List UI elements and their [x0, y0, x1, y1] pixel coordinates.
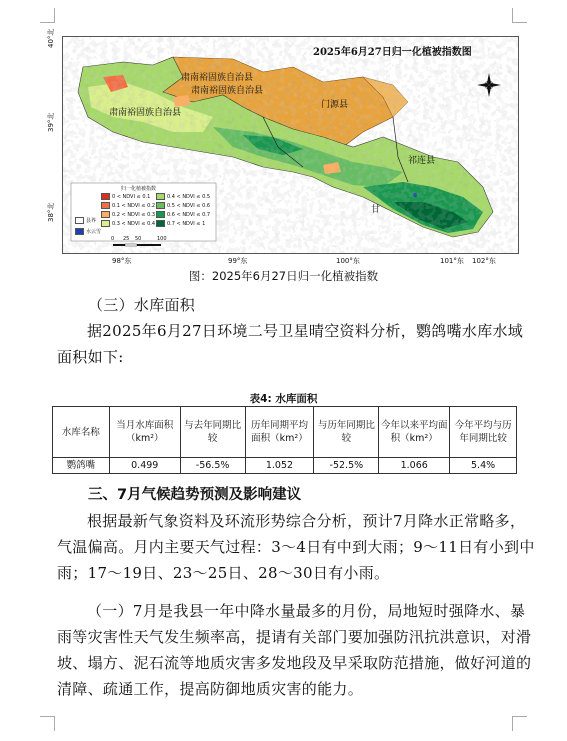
legend-swatch: [156, 202, 165, 209]
legend-entry: [101, 193, 150, 200]
legend-label: 0.4 < NDVI ≤ 0.5: [167, 193, 211, 200]
legend-entry: [101, 211, 155, 218]
legend-title: 归一化植被指数: [121, 186, 157, 192]
table-cell: 5.4%: [450, 458, 517, 474]
table-header-cell: 与历年同期比较: [314, 407, 379, 458]
legend-entry: [156, 220, 205, 227]
reservoir-area-table: [52, 406, 517, 474]
legend-swatch: [156, 211, 165, 218]
table-cell: -52.5%: [314, 458, 379, 474]
legend-swatch: [101, 220, 110, 227]
legend-entry: [156, 193, 210, 200]
longitude-label: 100°东: [336, 257, 360, 265]
legend-swatch: [156, 193, 165, 200]
legend-swatch: [75, 228, 84, 235]
longitude-label: 98°东: [112, 257, 132, 265]
legend-label: 0.6 < NDVI ≤ 0.7: [167, 211, 211, 218]
table-header-row: [53, 407, 517, 458]
section-heading: 三、7月气候趋势预测及影响建议: [88, 487, 302, 503]
section-heading: （三）水库面积: [88, 296, 196, 314]
table-header-cell: 水库名称: [53, 407, 110, 458]
body-paragraph: （一）7月是我县一年中降水量最多的月份，局地短时强降水、暴雨等灾害性天气发生频率高，提请有关部门要加强防汛抗洪意识，对滑坡、塌方、泥石流等地质灾害多发地段及早采取防范措施，做好河道的清障、疏通工作，提高防御地质灾害的能力。: [57, 602, 532, 698]
figure-caption: 图：2025年6月27日归一化植被指数: [188, 269, 379, 283]
body-paragraph: 根据最新气象资料及环流形势综合分析，预计7月降水正常略多，气温偏高。月内主要天气过程：3～4日有中到大雨；9～11日有小到中雨；17～19日、23～25日、28～30日有小雨。: [57, 512, 535, 582]
scale-label: 50: [135, 236, 142, 242]
scale-label: 100: [157, 236, 167, 242]
scale-label: 25: [123, 236, 130, 242]
table-header-cell: 今年平均与历年同期比较: [450, 407, 517, 458]
legend-entry: [156, 202, 210, 209]
legend-label: 0 < NDVI ≤ 0.1: [112, 193, 151, 200]
table-header-cell: 当月水库面积（km²）: [109, 407, 180, 458]
table-cell: 1.052: [245, 458, 314, 474]
latitude-label: 38°北: [47, 202, 55, 222]
table-caption: 表4: 水库面积: [249, 393, 318, 405]
county-label: 肃南裕固族自治县: [109, 108, 182, 118]
legend-swatch: [101, 211, 110, 218]
county-label: 祁连县: [408, 156, 436, 166]
page-corner-mark: [40, 716, 55, 731]
ndvi-map: [62, 36, 519, 254]
latitude-label: 39°北: [47, 112, 55, 132]
legend-label: 0.2 < NDVI ≤ 0.3: [112, 211, 156, 218]
page-corner-mark: [512, 716, 527, 731]
county-label: 肃南裕固族自治县: [181, 73, 254, 83]
legend-boundary: 县界: [75, 217, 96, 224]
map-title: 2025年6月27日归一化植被指数图: [313, 47, 472, 58]
table-header-cell: 与去年同期比较: [180, 407, 245, 458]
longitude-label: 99°东: [228, 257, 248, 265]
county-label: 甘: [371, 205, 381, 215]
table-header-cell: 历年同期平均面积（km²）: [245, 407, 314, 458]
legend-entry: [101, 220, 155, 227]
page-corner-mark: [512, 8, 527, 23]
legend-label: 0.3 < NDVI ≤ 0.4: [112, 220, 156, 227]
table-cell: 0.499: [109, 458, 180, 474]
table-row: [53, 458, 517, 474]
legend-water: 水云雪: [75, 228, 101, 235]
county-label: 肃南裕固族自治县: [191, 86, 264, 96]
legend-swatch: [101, 202, 110, 209]
legend-entry: [101, 202, 155, 209]
longitude-label: 102°东: [472, 257, 496, 265]
county-label: 门源县: [321, 100, 349, 110]
table-cell: -56.5%: [180, 458, 245, 474]
body-paragraph: 据2025年6月27日环境二号卫星晴空资料分析，鹦鸽嘴水库水域面积如下:: [57, 322, 524, 366]
scale-label: 0: [111, 236, 115, 242]
legend-swatch: [101, 193, 110, 200]
legend-swatch: [75, 217, 84, 224]
table-cell: 1.066: [379, 458, 450, 474]
legend-label: 0.1 < NDVI ≤ 0.2: [112, 202, 156, 209]
longitude-label: 101°东: [440, 257, 464, 265]
legend-entry: [156, 211, 210, 218]
legend-label: 0.5 < NDVI ≤ 0.6: [167, 202, 211, 209]
table-header-cell: 今年以来平均面积（km²）: [379, 407, 450, 458]
latitude-label: 40°北: [47, 28, 55, 48]
page-corner-mark: [40, 8, 55, 23]
legend-label: 0.7 < NDVI ≤ 1: [167, 220, 206, 227]
legend-swatch: [156, 220, 165, 227]
table-cell: 鹦鸽嘴: [53, 458, 110, 474]
